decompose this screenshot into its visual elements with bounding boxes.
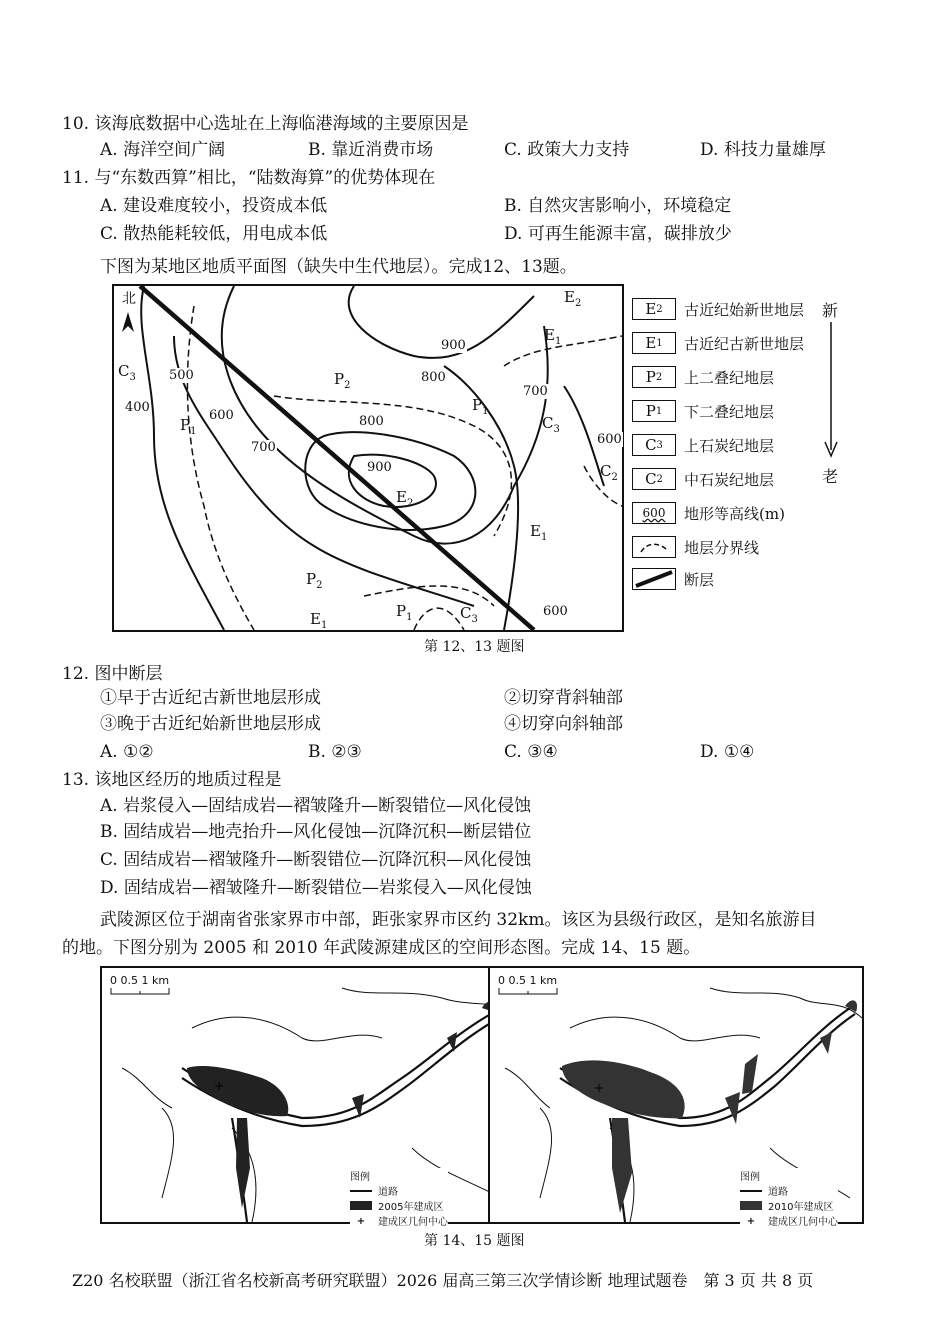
stratum-label: $E_2$ [564, 288, 582, 309]
q12-item-1: ①早于古近纪古新世地层形成 [100, 688, 321, 708]
q12-item-4: ④切穿向斜轴部 [504, 714, 623, 734]
stratum-label: $P_2$ [334, 370, 351, 391]
legend-label: 道路 [378, 1187, 398, 1198]
stratum-label: $E_1$ [530, 522, 548, 543]
north-arrow-icon [122, 312, 134, 332]
center-plus-icon: + [746, 1216, 756, 1227]
north-label: 北 [122, 291, 136, 307]
legend-label: 上二叠纪地层 [684, 368, 775, 387]
legend-swatch: E 2 [632, 298, 676, 320]
down-arrow-icon [822, 322, 840, 458]
legend-title: 图例 [350, 1172, 370, 1183]
stratum-label: $C_3$ [118, 362, 136, 383]
legend-item-fault [632, 566, 714, 592]
stratum-label: $E_1$ [544, 326, 562, 347]
built-area-swatch [350, 1201, 372, 1210]
q10-option-d: D. 科技力量雄厚 [700, 140, 826, 160]
elevation-label: 500 [169, 368, 194, 383]
legend-swatch: P 1 [632, 400, 676, 422]
legend-label: 建成区几何中心 [378, 1217, 448, 1228]
elevation-label: 600 [209, 408, 234, 423]
city-map-2005-drawing [102, 968, 546, 1222]
elevation-label: 800 [421, 370, 446, 385]
elevation-label: 800 [359, 414, 384, 429]
legend-label: 下二叠纪地层 [684, 402, 775, 421]
q13-option-d: D. 固结成岩—褶皱隆升—断裂错位—岩浆侵入—风化侵蚀 [100, 878, 532, 898]
contour-swatch: 600 [632, 502, 676, 524]
city-map-2010 [488, 966, 864, 1228]
stratum-label: $P_1$ [472, 396, 489, 417]
intro-14-15-line2: 的地。下图分别为 2005 和 2010 年武陵源建成区的空间形态图。完成 14、15 题。 [62, 938, 701, 958]
intro-14-15-line1: 武陵源区位于湖南省张家界市中部，距张家界市区约 32km。该区为县级行政区，是知名旅游目 [100, 910, 817, 930]
stratum-label: $C_2$ [600, 462, 618, 483]
elevation-label: 700 [251, 440, 276, 455]
legend-label: 断层 [684, 570, 715, 589]
q10-stem: 10. 该海底数据中心选址在上海临港海域的主要原因是 [62, 114, 469, 134]
q10-option-a: A. 海洋空间广阔 [100, 140, 226, 160]
legend-label: 古近纪始新世地层 [684, 300, 805, 319]
boundary-swatch [632, 536, 676, 558]
legend-old-label: 老 [822, 467, 839, 486]
legend-item-contour [632, 500, 785, 526]
stratum-label: $P_1$ [180, 416, 197, 437]
q13-option-b: B. 固结成岩—地壳抬升—风化侵蚀—沉降沉积—断层错位 [100, 822, 532, 842]
q11-option-d: D. 可再生能源丰富，碳排放少 [504, 224, 732, 244]
legend-label: 2005年建成区 [378, 1202, 444, 1213]
q13-option-a: A. 岩浆侵入—固结成岩—褶皱隆升—断裂错位—风化侵蚀 [100, 796, 532, 816]
center-plus-icon: + [356, 1216, 366, 1227]
road-swatch [740, 1190, 762, 1192]
legend-item-p2 [632, 364, 774, 390]
scale-bar [498, 974, 558, 995]
svg-text:+: + [214, 1079, 225, 1093]
legend-item-e2 [632, 296, 804, 322]
legend-new-label: 新 [822, 301, 839, 320]
city-map-2005-legend [350, 1168, 448, 1228]
q12-stem: 12. 图中断层 [62, 664, 163, 684]
q12-item-3: ③晚于古近纪始新世地层形成 [100, 714, 321, 734]
built-area-swatch [740, 1201, 762, 1210]
city-map-2005 [100, 966, 548, 1228]
q12-option-d: D. ①④ [700, 742, 755, 762]
geo-map-caption: 第 12、13 题图 [424, 639, 525, 655]
elevation-label: 900 [367, 460, 392, 475]
legend-swatch: E 1 [632, 332, 676, 354]
fault-line [140, 286, 534, 630]
q10-option-b: B. 靠近消费市场 [308, 140, 434, 160]
elevation-label: 900 [441, 338, 466, 353]
legend-swatch: C 2 [632, 468, 676, 490]
city-maps-caption: 第 14、15 题图 [424, 1233, 525, 1249]
intro-12-13: 下图为某地区地质平面图（缺失中生代地层）。完成12、13题。 [100, 257, 577, 277]
q10-option-c: C. 政策大力支持 [504, 140, 630, 160]
q11-option-c: C. 散热能耗较低，用电成本低 [100, 224, 328, 244]
stratum-label: $E_2$ [396, 488, 414, 509]
road-swatch [350, 1190, 372, 1192]
legend-item-p1 [632, 398, 774, 424]
city-map-2010-legend [740, 1168, 838, 1228]
q12-option-b: B. ②③ [308, 742, 362, 762]
legend-item-e1 [632, 330, 804, 356]
elevation-label: 700 [523, 384, 548, 399]
scale-label: 0 0.5 1 km [498, 974, 558, 987]
q13-stem: 13. 该地区经历的地质过程是 [62, 770, 282, 790]
q11-option-a: A. 建设难度较小，投资成本低 [100, 196, 328, 216]
scale-label: 0 0.5 1 km [110, 974, 170, 987]
stratum-label: $P_1$ [396, 602, 413, 623]
geological-map [112, 284, 624, 632]
page-footer: Z20 名校联盟（浙江省名校新高考研究联盟）2026 届高三第三次学情诊断 地理试题卷 第 3 页 共 8 页 [72, 1271, 814, 1290]
q13-option-c: C. 固结成岩—褶皱隆升—断裂错位—沉降沉积—风化侵蚀 [100, 850, 532, 870]
legend-label: 地层分界线 [684, 538, 760, 557]
legend-label: 上石炭纪地层 [684, 436, 775, 455]
q12-option-c: C. ③④ [504, 742, 558, 762]
svg-text:+: + [594, 1081, 605, 1095]
legend-item-c2 [632, 466, 774, 492]
q12-item-2: ②切穿背斜轴部 [504, 688, 623, 708]
elevation-label: 600 [597, 432, 622, 447]
legend-swatch: P 2 [632, 366, 676, 388]
legend-label: 中石炭纪地层 [684, 470, 775, 489]
legend-label: 2010年建成区 [768, 1202, 834, 1213]
legend-item-c3 [632, 432, 774, 458]
fault-swatch [632, 568, 676, 590]
legend-title: 图例 [740, 1172, 760, 1183]
q11-option-b: B. 自然灾害影响小，环境稳定 [504, 196, 732, 216]
stratum-label: $E_1$ [310, 610, 328, 631]
stratum-label: $P_2$ [306, 570, 323, 591]
legend-swatch: C 3 [632, 434, 676, 456]
elevation-label: 400 [125, 400, 150, 415]
q12-option-a: A. ①② [100, 742, 154, 762]
elevation-label: 600 [543, 604, 568, 619]
legend-label: 建成区几何中心 [768, 1217, 838, 1228]
scale-bar [110, 974, 170, 995]
legend-label: 古近纪古新世地层 [684, 334, 805, 353]
stratum-label: $C_3$ [542, 414, 560, 435]
q11-stem: 11. 与“东数西算”相比，“陆数海算”的优势体现在 [62, 168, 436, 188]
legend-label: 地形等高线(m) [684, 504, 785, 523]
legend-item-boundary [632, 534, 759, 560]
legend-label: 道路 [768, 1187, 788, 1198]
stratum-label: $C_3$ [460, 604, 478, 625]
